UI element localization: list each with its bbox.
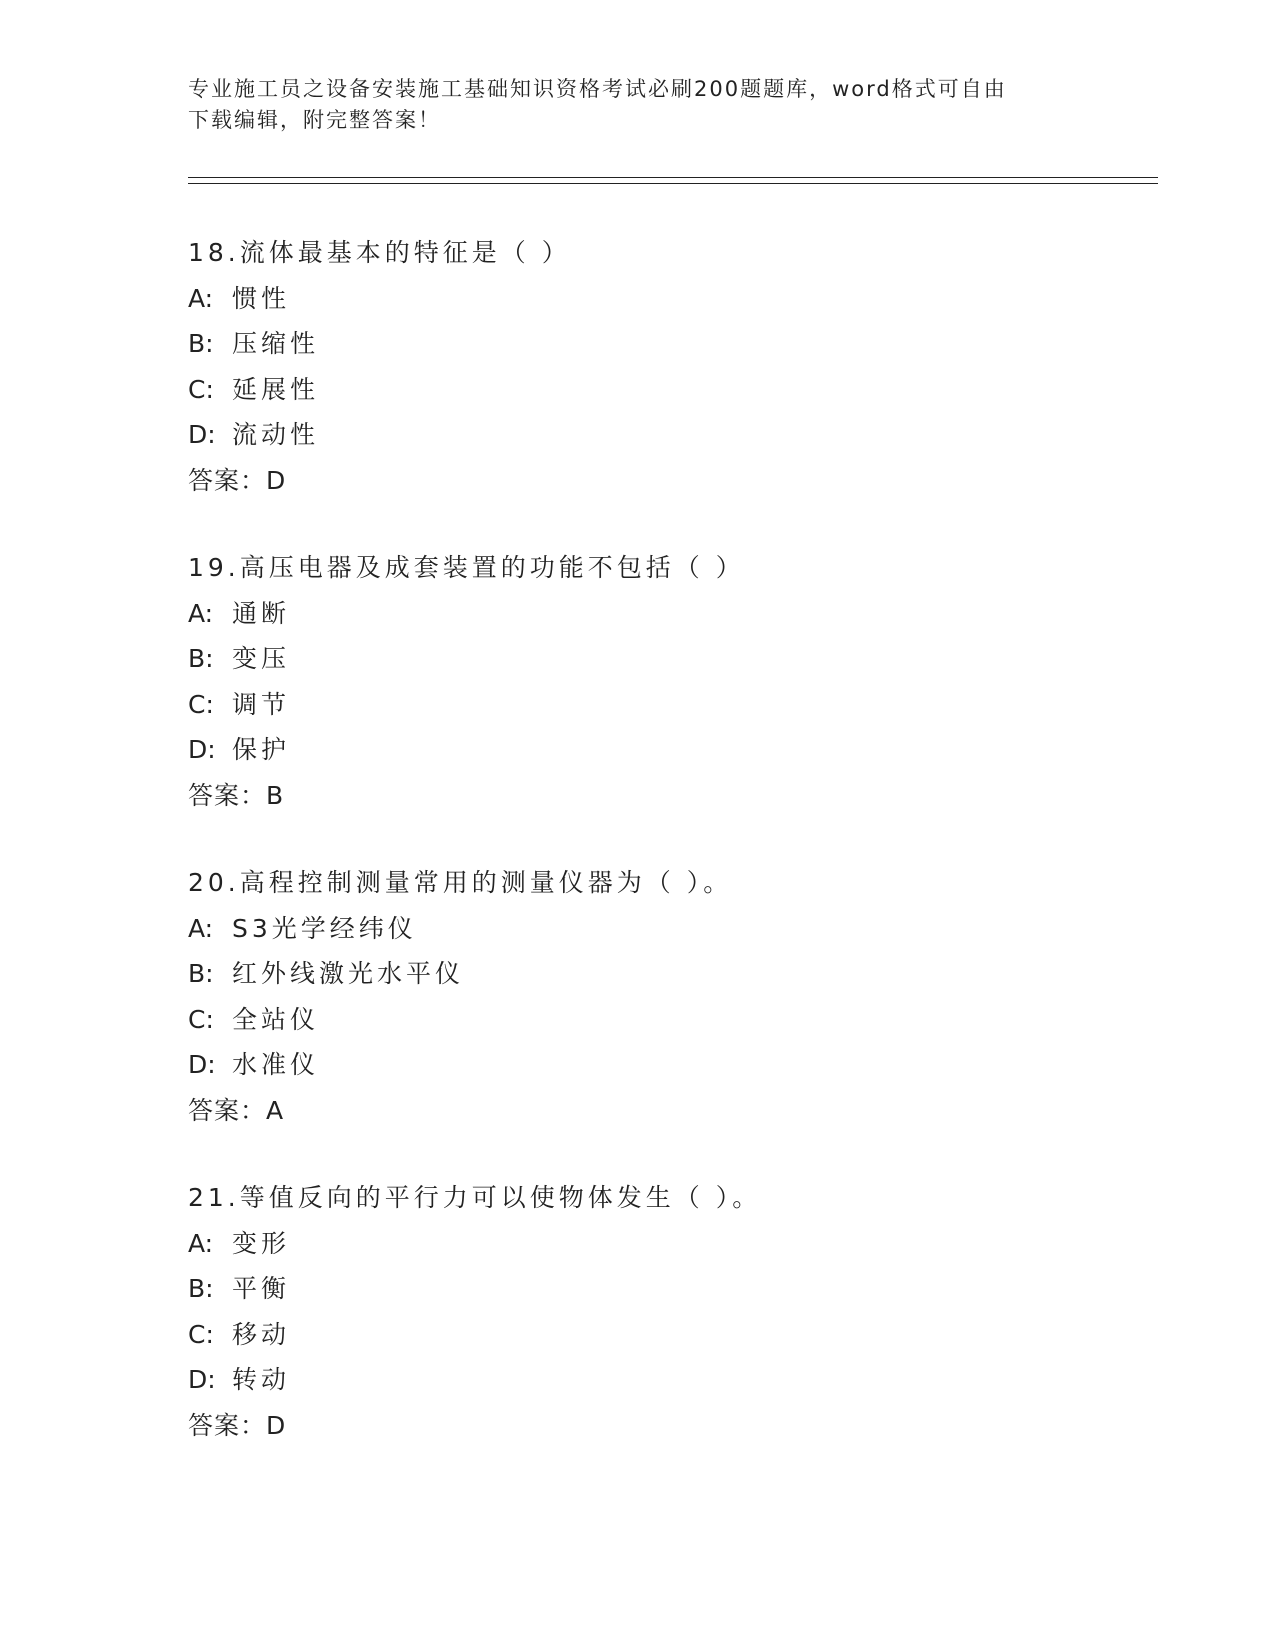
header-line-2: 下载编辑，附完整答案！ xyxy=(188,108,441,132)
option-letter: C: xyxy=(188,1004,214,1034)
option-a xyxy=(188,276,1158,322)
option-b xyxy=(188,636,1158,682)
option-c xyxy=(188,997,1158,1043)
question-stem: 20.高程控制测量常用的测量仪器为（ ）。 xyxy=(188,868,733,897)
option-a xyxy=(188,1221,1158,1267)
option-letter: C: xyxy=(188,1319,214,1349)
option-text: 平衡 xyxy=(232,1274,291,1303)
option-text: 变形 xyxy=(232,1228,291,1258)
option-letter: A: xyxy=(188,1228,214,1258)
option-letter: B: xyxy=(188,1274,214,1303)
option-text: 通断 xyxy=(232,598,291,628)
option-text: 调节 xyxy=(232,689,291,719)
question-stem: 21.等值反向的平行力可以使物体发生（ ）。 xyxy=(188,1183,762,1212)
option-c xyxy=(188,1312,1158,1358)
header-divider xyxy=(188,177,1158,184)
option-text: 变压 xyxy=(232,644,291,673)
option-text: S3光学经纬仪 xyxy=(232,913,417,943)
question-list xyxy=(188,230,1158,1490)
question-20 xyxy=(188,860,1158,1133)
answer-line: 答案：B xyxy=(188,780,285,810)
question-19 xyxy=(188,545,1158,818)
option-text: 移动 xyxy=(232,1319,291,1349)
option-letter: D: xyxy=(188,1365,216,1394)
option-letter: D: xyxy=(188,1050,216,1079)
option-a xyxy=(188,591,1158,637)
option-letter: B: xyxy=(188,329,214,358)
option-b xyxy=(188,951,1158,997)
option-text: 惯性 xyxy=(232,283,291,313)
answer-line: 答案：A xyxy=(188,1095,285,1125)
option-letter: B: xyxy=(188,959,214,988)
option-text: 转动 xyxy=(232,1365,291,1394)
document-header xyxy=(188,74,1088,136)
option-letter: A: xyxy=(188,913,214,943)
option-text: 延展性 xyxy=(232,374,320,404)
option-text: 保护 xyxy=(232,735,291,764)
option-b xyxy=(188,321,1158,367)
option-letter: B: xyxy=(188,644,214,673)
question-21 xyxy=(188,1175,1158,1448)
option-letter: C: xyxy=(188,374,214,404)
option-letter: C: xyxy=(188,689,214,719)
option-a xyxy=(188,906,1158,952)
question-stem: 18.流体最基本的特征是（ ） xyxy=(188,238,571,267)
option-c xyxy=(188,367,1158,413)
option-c xyxy=(188,682,1158,728)
option-d xyxy=(188,412,1158,458)
question-stem: 19.高压电器及成套装置的功能不包括（ ） xyxy=(188,553,745,582)
option-d xyxy=(188,727,1158,773)
answer-line: 答案：D xyxy=(188,465,287,495)
option-text: 流动性 xyxy=(232,420,320,449)
answer-line: 答案：D xyxy=(188,1410,287,1440)
option-d xyxy=(188,1357,1158,1403)
option-letter: A: xyxy=(188,598,214,628)
option-letter: D: xyxy=(188,735,216,764)
option-b xyxy=(188,1266,1158,1312)
option-text: 水准仪 xyxy=(232,1050,320,1079)
option-letter: D: xyxy=(188,420,216,449)
option-text: 全站仪 xyxy=(232,1004,320,1034)
option-text: 压缩性 xyxy=(232,329,320,358)
option-letter: A: xyxy=(188,283,214,313)
question-18 xyxy=(188,230,1158,503)
option-text: 红外线激光水平仪 xyxy=(232,959,465,988)
header-line-1: 专业施工员之设备安装施工基础知识资格考试必刷200题题库，word格式可自由 xyxy=(188,77,1007,101)
option-d xyxy=(188,1042,1158,1088)
